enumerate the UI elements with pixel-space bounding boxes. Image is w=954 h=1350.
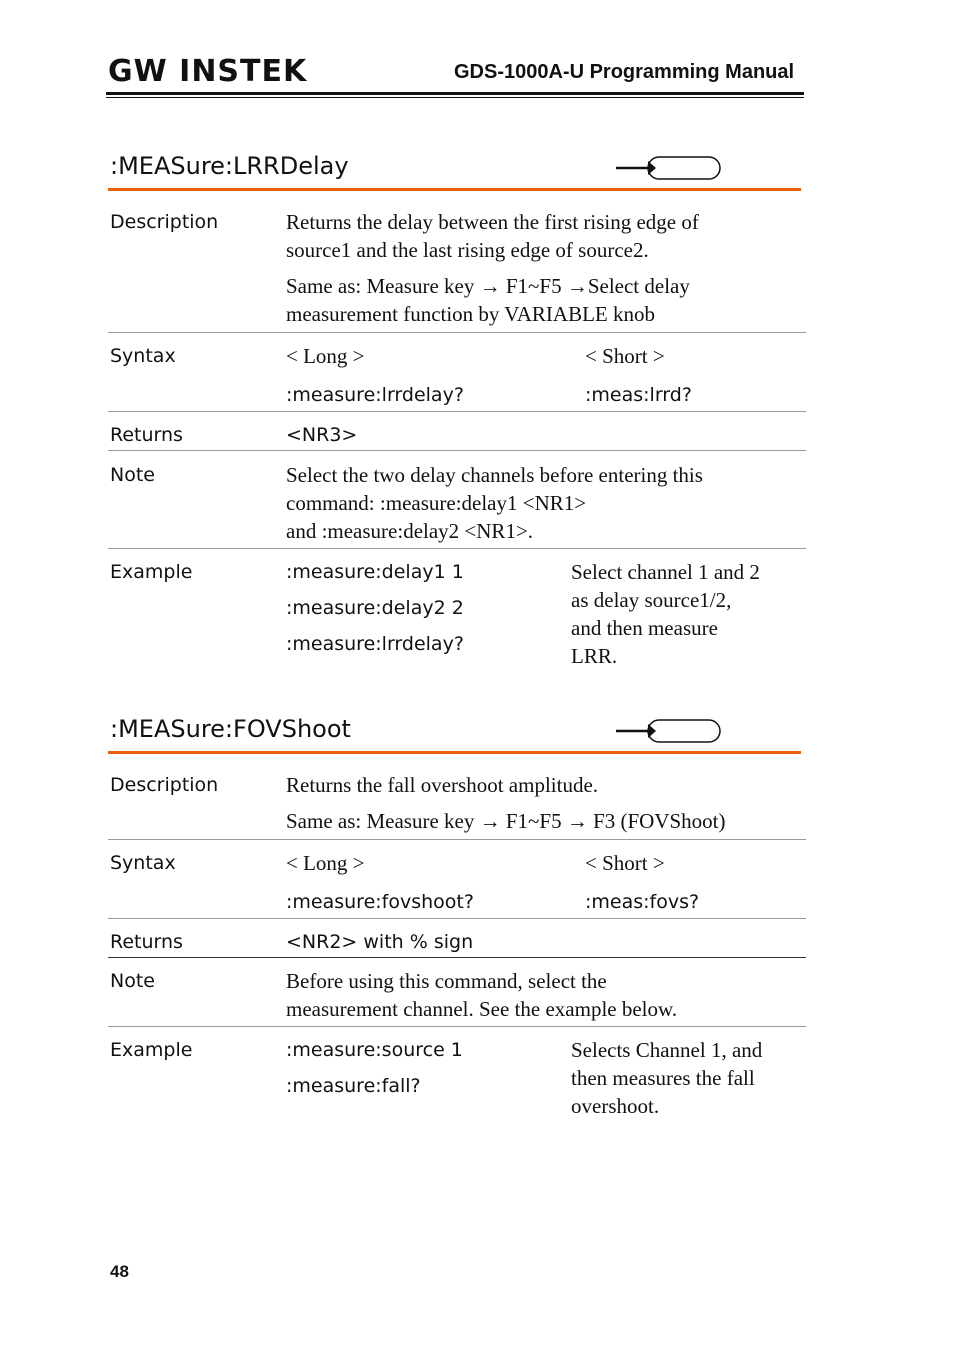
example-desc-line: LRR. <box>571 644 618 668</box>
description-line: Same as: Measure key → F1~F5 → F3 (FOVShoot) <box>286 809 726 833</box>
brand-logo: GW INSTEK <box>108 54 308 89</box>
description-label: Description <box>110 774 219 796</box>
section-underline <box>108 751 801 754</box>
description-label: Description <box>110 211 219 233</box>
note-text <box>286 461 703 545</box>
example-command: :measure:lrrdelay? <box>286 633 464 655</box>
header-rule-thin <box>106 97 804 98</box>
returns-label: Returns <box>110 424 183 446</box>
note-text <box>286 967 677 1023</box>
example-label: Example <box>110 1039 193 1061</box>
note-line: Before using this command, select the <box>286 969 607 993</box>
section-title-lrrdelay: :MEASure:LRRDelay <box>110 152 349 180</box>
syntax-label: Syntax <box>110 852 176 874</box>
note-label: Note <box>110 464 155 486</box>
description-line: measurement function by VARIABLE knob <box>286 302 656 326</box>
document-title: GDS-1000A-U Programming Manual <box>454 61 795 83</box>
example-description <box>571 558 760 670</box>
row-divider <box>108 548 806 549</box>
row-divider <box>108 839 806 840</box>
note-label: Note <box>110 970 155 992</box>
page-number: 48 <box>110 1262 129 1281</box>
example-command: :measure:delay1 1 <box>286 561 464 583</box>
example-desc-line: Selects Channel 1, and <box>571 1038 763 1062</box>
returns-value: <NR2> with % sign <box>286 931 474 953</box>
row-divider <box>108 918 806 919</box>
row-divider <box>108 1026 806 1027</box>
syntax-short-command: :meas:fovs? <box>585 891 700 913</box>
example-desc-line: Select channel 1 and 2 <box>571 560 760 584</box>
syntax-short-label: < Short > <box>585 851 665 875</box>
header-rule <box>106 92 804 95</box>
syntax-label: Syntax <box>110 345 176 367</box>
note-line: and :measure:delay2 <NR1>. <box>286 519 534 543</box>
returns-label: Returns <box>110 931 183 953</box>
row-divider <box>108 450 806 451</box>
description-text <box>286 771 726 835</box>
returns-value: <NR3> <box>286 424 358 446</box>
example-desc-line: overshoot. <box>571 1094 660 1118</box>
example-description <box>571 1036 762 1120</box>
description-line: source1 and the last rising edge of source2. <box>286 238 649 262</box>
description-text <box>286 208 699 328</box>
row-divider <box>108 957 806 958</box>
syntax-long-label: < Long > <box>286 851 365 875</box>
description-line: Returns the fall overshoot amplitude. <box>286 773 599 797</box>
example-desc-line: and then measure <box>571 616 718 640</box>
syntax-short-label: < Short > <box>585 344 665 368</box>
description-line: Same as: Measure key → F1~F5 →Select delay <box>286 274 690 298</box>
syntax-short-command: :meas:lrrd? <box>585 384 692 406</box>
description-line: Returns the delay between the first rising edge of <box>286 210 699 234</box>
row-divider <box>108 411 806 412</box>
query-arrow-icon <box>614 718 724 744</box>
note-line: Select the two delay channels before entering this <box>286 463 703 487</box>
note-line: measurement channel. See the example below. <box>286 997 678 1021</box>
example-label: Example <box>110 561 193 583</box>
row-divider <box>108 332 806 333</box>
example-desc-line: then measures the fall <box>571 1066 755 1090</box>
note-line: command: :measure:delay1 <NR1> <box>286 491 587 515</box>
syntax-long-label: < Long > <box>286 344 365 368</box>
example-desc-line: as delay source1/2, <box>571 588 732 612</box>
section-underline <box>108 188 801 191</box>
example-command: :measure:source 1 <box>286 1039 463 1061</box>
query-arrow-icon <box>614 155 724 181</box>
syntax-long-command: :measure:lrrdelay? <box>286 384 464 406</box>
example-command: :measure:fall? <box>286 1075 421 1097</box>
syntax-long-command: :measure:fovshoot? <box>286 891 474 913</box>
example-command: :measure:delay2 2 <box>286 597 464 619</box>
section-title-fovshoot: :MEASure:FOVShoot <box>110 715 351 743</box>
